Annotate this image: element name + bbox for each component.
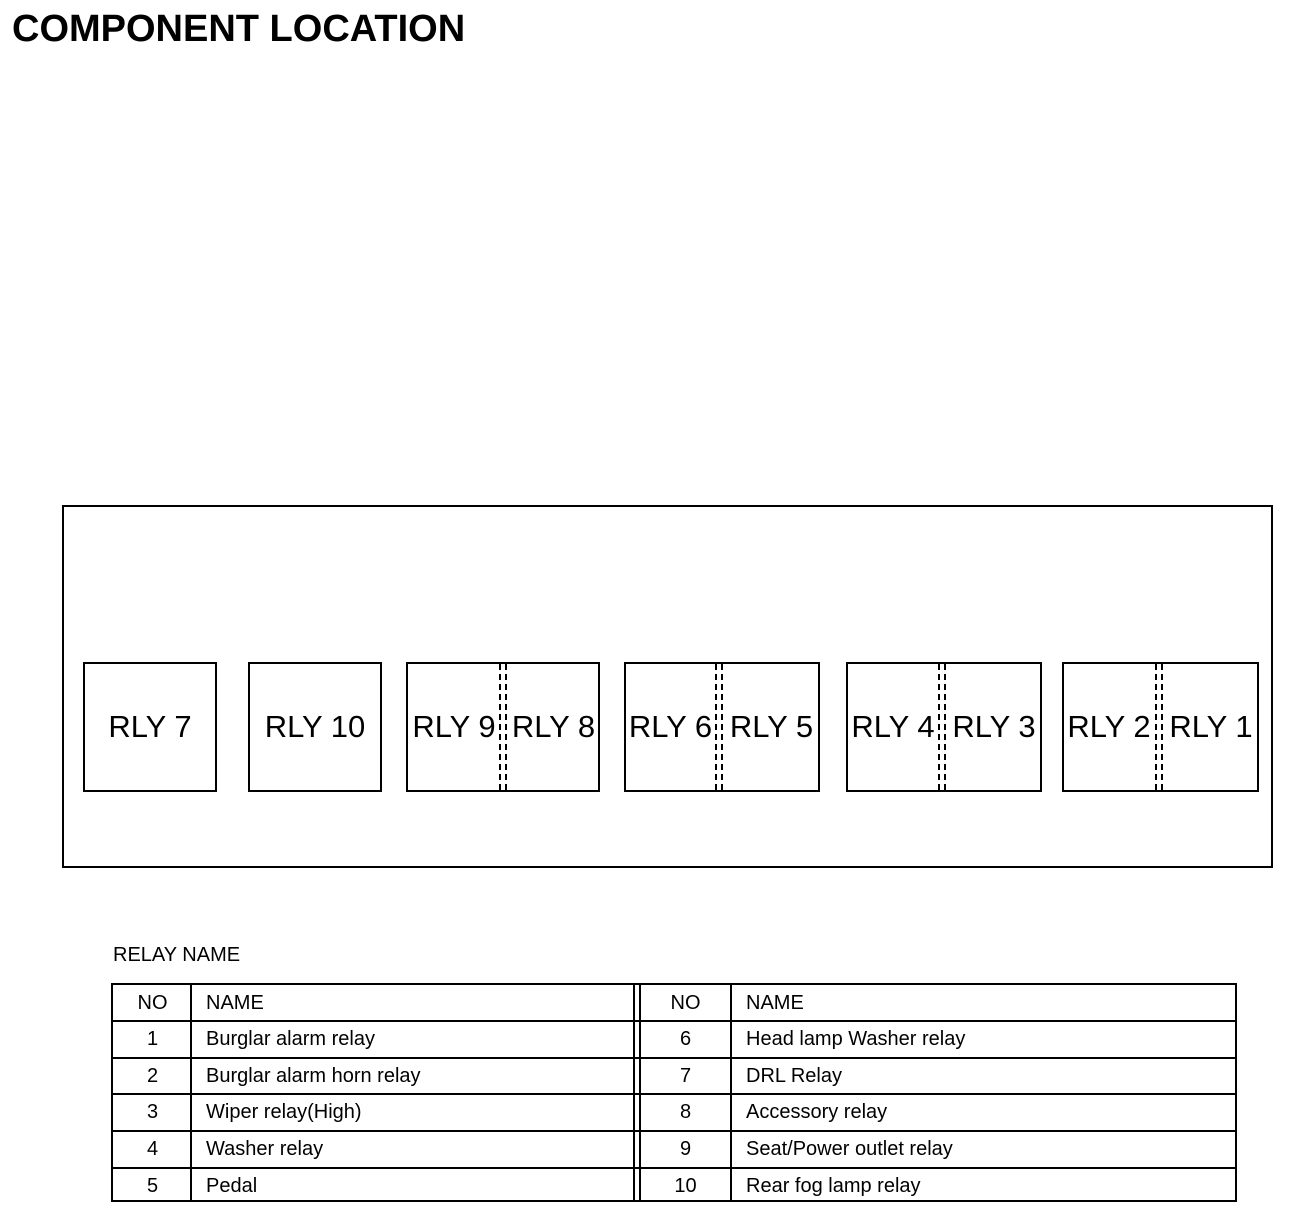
relay-label: RLY 7: [108, 709, 192, 744]
table-row: [113, 1057, 1235, 1094]
header-no: NO: [137, 992, 168, 1014]
cell-name: Pedal: [206, 1175, 258, 1197]
relay-label: RLY 9: [412, 709, 496, 744]
relay-cell-rly-10: [248, 662, 382, 792]
relay-label: RLY 4: [851, 709, 935, 744]
cell-name: Seat/Power outlet relay: [746, 1138, 953, 1160]
cell-no: 7: [679, 1065, 692, 1087]
relay-cell-rly-6-5: [624, 662, 820, 792]
relay-label: RLY 5: [729, 709, 814, 744]
cell-no: 3: [146, 1101, 159, 1123]
relay-cell-rly-9-8: [406, 662, 600, 792]
cell-no: 10: [674, 1175, 697, 1197]
relay-label: RLY 8: [511, 709, 596, 744]
relay-divider: [1155, 664, 1163, 790]
header-name: NAME: [206, 992, 264, 1014]
table-row: [113, 1130, 1235, 1167]
relay-divider: [938, 664, 946, 790]
cell-no: 1: [146, 1028, 159, 1050]
relay-label: RLY 1: [1169, 709, 1253, 744]
cell-no: 5: [146, 1175, 159, 1197]
relay-cell-rly-2-1: [1062, 662, 1259, 792]
relay-cell-rly-4-3: [846, 662, 1042, 792]
cell-name: Burglar alarm horn relay: [206, 1065, 421, 1087]
table-caption: RELAY NAME: [113, 944, 241, 966]
relay-label: RLY 2: [1067, 709, 1151, 744]
cell-name: Burglar alarm relay: [206, 1028, 375, 1050]
relay-name-table: [111, 983, 1237, 1202]
page-title: COMPONENT LOCATION: [12, 8, 466, 50]
cell-name: Accessory relay: [746, 1101, 888, 1123]
cell-name: Rear fog lamp relay: [746, 1175, 921, 1197]
relay-label: RLY 10: [264, 709, 366, 744]
cell-no: 9: [679, 1138, 692, 1160]
table-header-row: [113, 985, 1235, 1022]
cell-no: 6: [679, 1028, 692, 1050]
table-row: [113, 1020, 1235, 1057]
table-row: [113, 1093, 1235, 1130]
cell-no: 4: [146, 1138, 159, 1160]
cell-name: Washer relay: [206, 1138, 324, 1160]
cell-name: Head lamp Washer relay: [746, 1028, 966, 1050]
relay-cell-rly-7: [83, 662, 217, 792]
relay-divider: [715, 664, 723, 790]
relay-label: RLY 6: [628, 709, 713, 744]
relay-label: RLY 3: [952, 709, 1036, 744]
table-row: [113, 1167, 1235, 1204]
header-no: NO: [670, 992, 701, 1014]
cell-name: Wiper relay(High): [206, 1101, 362, 1123]
cell-no: 2: [146, 1065, 159, 1087]
relay-divider: [499, 664, 507, 790]
cell-no: 8: [679, 1101, 692, 1123]
header-name: NAME: [746, 992, 804, 1014]
cell-name: DRL Relay: [746, 1065, 842, 1087]
